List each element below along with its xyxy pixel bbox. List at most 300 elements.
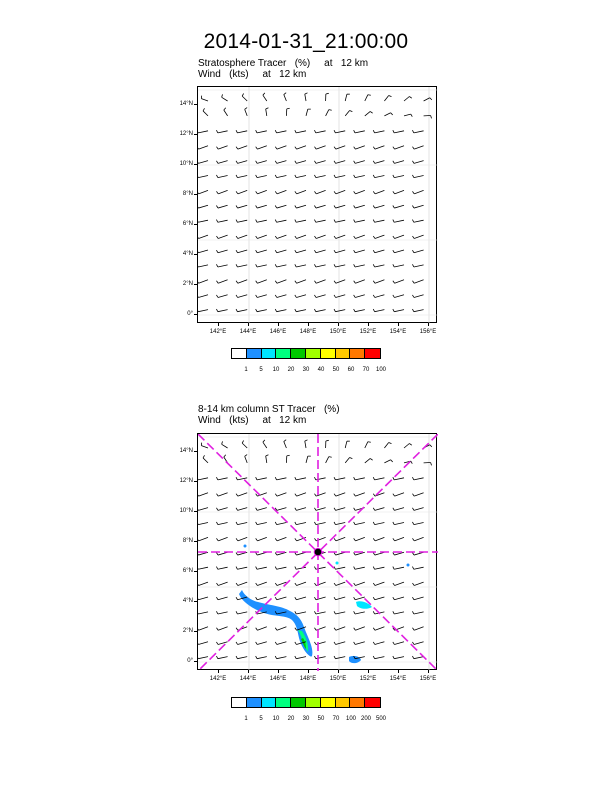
wind-barb [375,220,385,222]
wind-barb [336,537,345,540]
wind-barb-flag [256,236,258,238]
colorbar-label: 10 [272,367,280,373]
wind-barb-flag [412,494,414,496]
wind-barb-flag [393,236,395,238]
lat-tick [194,164,197,165]
wind-barb [414,280,423,283]
wind-barb-flag [256,642,258,645]
colorbar-swatch [232,349,247,358]
lat-tick [194,511,197,512]
wind-barb [296,265,306,267]
wind-barb [296,161,306,164]
wind-barb [237,131,247,133]
colorbar-label: 1 [244,716,248,722]
wind-barb-flag [412,191,414,193]
wind-barb [394,265,404,267]
wind-barb-flag [216,175,217,178]
wind-barb [297,280,306,283]
lon-tick [278,670,279,673]
wind-barb [326,457,329,463]
wind-barb [414,478,424,480]
wind-barb-flag [314,264,315,267]
wind-barb-flag [295,508,297,511]
wind-barb-flag [354,522,355,525]
wind-barb [238,235,247,238]
lat-tick-label: 14°N [179,448,193,454]
wind-barb [336,582,345,585]
wind-barb [218,220,228,222]
wind-barb-flag [216,191,218,193]
wind-barb [245,109,248,116]
wind-barb-flag [216,611,217,614]
panel2-subtitle-tracer: 8-14 km column ST Tracer (%) [198,404,340,415]
wind-barb-flag [354,477,355,480]
lon-tick [308,670,309,673]
wind-barb [336,642,346,645]
wind-barb-flag [393,597,395,600]
wind-barb [316,176,326,178]
wind-barb [198,250,208,253]
wind-barb [198,265,208,267]
wind-barb-flag [256,281,258,283]
wind-barb-flag [275,656,276,659]
wind-barb [395,235,404,238]
wind-barb-flag [236,236,238,238]
wind-barb [218,642,228,645]
wind-barb [395,493,404,496]
wind-barb-flag [314,508,316,511]
wind-barb-flag [236,611,237,614]
wind-barb-flag [216,642,218,645]
wind-barb-flag [275,494,277,496]
wind-barb-flag [373,494,375,496]
wind-barb-flag [216,220,217,223]
wind-barb [365,442,368,448]
colorbar-swatch [365,349,380,358]
map-canvas [198,87,438,324]
wind-barb [198,478,208,480]
colorbar-label: 5 [259,367,263,373]
wind-barb-flag [354,130,355,133]
wind-barb-flag [334,494,336,496]
lat-tick [194,451,197,452]
wind-barb [198,205,208,208]
wind-barb-flag [393,250,395,253]
wind-barb-flag [373,583,375,585]
wind-barb-flag [314,567,315,570]
wind-barb [218,612,228,614]
wind-barb [355,567,365,569]
wind-barb [257,597,267,600]
wind-barb-flag [412,130,413,133]
wind-barb-flag [412,220,413,223]
wind-barb-flag [354,175,355,178]
wind-barb-flag [275,264,276,267]
colorbar-swatch [262,349,277,358]
wind-barb-flag [373,191,375,193]
wind-barb [218,493,227,496]
wind-barb-flag [373,628,375,630]
wind-barb [414,176,424,178]
wind-barb [296,220,306,222]
wind-barb-flag [393,147,395,149]
wind-barb [355,161,365,164]
wind-barb [238,642,248,645]
wind-barb-flag [411,461,413,464]
wind-barb-flag [314,236,316,238]
wind-barb-flag [368,95,371,96]
wind-barb-flag [354,236,356,238]
wind-barb-flag [314,175,315,178]
colorbar-label: 60 [347,367,355,373]
wind-barb-flag [412,642,414,645]
wind-barb [199,235,208,238]
wind-barb [277,265,287,267]
wind-barb [335,523,345,525]
wind-barb-flag [236,309,237,312]
wind-barb-flag [334,583,336,585]
wind-barb [277,295,287,298]
wind-barb [218,205,228,208]
wind-barb-flag [256,147,258,149]
wind-barb-flag [216,264,217,267]
wind-barb [237,176,247,178]
wind-barb-flag [393,309,394,312]
wind-barb [257,220,267,222]
wind-barb [277,131,287,133]
wind-barb-flag [198,281,199,283]
wind-barb-flag [256,597,258,600]
wind-barb [257,537,266,540]
wind-barb-flag [216,295,218,298]
wind-barb [277,567,287,569]
wind-barb [375,146,384,149]
wind-barb-flag [216,597,218,600]
wind-barb [414,657,424,659]
colorbar-swatch [232,698,247,707]
wind-barb-flag [266,108,269,109]
colorbar-label: 10 [272,716,280,722]
wind-barb [277,280,286,283]
wind-barb [266,456,267,463]
wind-barb [199,280,208,283]
wind-barb [257,131,267,133]
wind-barb [345,441,347,448]
wind-barb [375,310,385,312]
wind-barb-flag [334,236,336,238]
lon-tick-label: 154°E [389,676,407,682]
wind-barb-flag [354,264,355,267]
wind-barb-flag [373,508,375,511]
lat-tick [194,571,197,572]
wind-barb [198,567,208,569]
wind-barb-flag [216,161,218,164]
wind-barb-flag [354,552,356,555]
wind-barb-flag [334,205,336,208]
wind-barb-flag [236,597,238,600]
wind-barb-flag [216,628,218,630]
wind-barb [355,523,365,525]
wind-barb [394,567,404,569]
wind-barb-flag [295,191,297,193]
wind-barb-flag [409,97,411,99]
wind-barb [218,250,228,253]
wind-barb-flag [412,611,413,614]
wind-barb-flag [354,309,355,312]
wind-barb-flag [284,440,286,442]
wind-barb [257,235,266,238]
wind-barb-flag [275,191,277,193]
wind-barb-flag [373,611,374,614]
wind-barb-flag [216,477,217,480]
wind-barb-flag [334,191,336,193]
colorbar-swatch [247,698,262,707]
wind-barb-flag [373,295,375,298]
wind-barb-flag [334,508,336,511]
wind-barb-flag [295,309,296,312]
wind-barb-flag [275,236,277,238]
wind-barb [305,441,306,448]
wind-barb [199,146,208,149]
wind-barb [335,478,345,480]
wind-barb-flag [393,477,394,480]
wind-barb [297,235,306,238]
wind-barb [257,523,267,525]
wind-barb [355,642,365,645]
lat-tick [194,541,197,542]
wind-barb [355,265,365,267]
wind-barb-flag [314,295,316,298]
wind-barb [336,508,346,511]
wind-barb [375,523,385,525]
wind-barb-flag [334,175,335,178]
wind-barb [355,205,365,208]
wind-barb-flag [334,656,335,659]
wind-barb-flag [393,642,395,645]
wind-barb-flag [373,642,375,645]
wind-barb-flag [350,110,353,111]
wind-barb-flag [373,656,374,659]
wind-barb-flag [373,552,375,555]
wind-barb-flag [393,494,395,496]
wind-barb [263,442,267,448]
wind-barb [306,456,308,463]
colorbar-swatch [350,698,365,707]
wind-barb-flag [287,108,290,109]
wind-barb-flag [370,111,372,113]
wind-barb-flag [393,161,395,164]
wind-barb-flag [409,444,411,446]
wind-barb [218,295,228,298]
wind-barb [395,280,404,283]
lon-tick [308,323,309,326]
wind-barb-flag [329,457,332,458]
wind-barb [199,190,208,193]
wind-barb-flag [334,130,335,133]
wind-barb-flag [391,113,393,115]
lat-tick-label: 2°N [182,628,193,634]
wind-barb-flag [256,175,257,178]
wind-barb-flag [216,147,218,149]
wind-barb [375,131,385,133]
wind-barb-flag [393,264,394,267]
colorbar-swatch [336,698,351,707]
wind-barb-flag [373,130,374,133]
wind-barb [326,110,329,116]
colorbar-label: 20 [287,367,295,373]
wind-barb-flag [256,130,257,133]
wind-barb [375,508,385,511]
lat-tick-label: 6°N [182,568,193,574]
wind-barb-flag [216,281,218,283]
wind-barb-flag [224,108,226,110]
lon-tick-label: 150°E [329,676,347,682]
wind-barb-flag [314,281,316,283]
colorbar-label: 100 [345,716,356,722]
wind-barb [375,627,384,630]
wind-barb [203,111,208,116]
wind-barb [414,235,423,238]
wind-barb [316,220,326,222]
colorbar-swatch [336,349,351,358]
wind-barb-flag [256,161,258,164]
wind-barb-flag [314,628,316,630]
wind-barb [335,310,345,312]
wind-barb-flag [216,552,218,555]
wind-barb-flag [334,628,336,630]
lon-tick-label: 156°E [419,676,437,682]
wind-barb [277,176,287,178]
wind-barb-flag [412,264,413,267]
wind-barb [336,493,345,496]
wind-barb-flag [263,93,265,95]
colorbar-label: 50 [317,716,325,722]
wind-barb [237,567,247,569]
wind-barb [414,508,424,511]
wind-barb [404,114,411,116]
wind-barb [296,612,306,614]
wind-barb-flag [373,161,375,164]
wind-barb [414,642,424,645]
colorbar-label: 50 [332,367,340,373]
wind-barb [245,456,248,463]
wind-barb-flag [354,191,356,193]
wind-barb-flag [236,264,237,267]
wind-barb [384,442,388,448]
wind-barb-flag [236,175,237,178]
wind-barb [238,537,247,540]
wind-barb-flag [275,130,276,133]
wind-barb-flag [275,295,277,298]
wind-barb [218,657,228,659]
wind-barb-flag [373,281,375,283]
wind-barb-flag [295,220,296,223]
wind-barb-flag [275,583,277,585]
lat-tick [194,194,197,195]
wind-barb [198,131,208,133]
wind-barb [296,295,306,298]
wind-barb-flag [295,175,296,178]
wind-barb [198,597,208,600]
wind-barb-flag [275,147,277,149]
wind-barb-flag [314,191,316,193]
wind-barb-flag [334,522,335,525]
wind-barb-flag [295,494,297,496]
wind-barb [384,95,388,101]
wind-barb [375,176,385,178]
wind-barb-flag [295,161,297,164]
wind-barb [355,537,364,540]
wind-barb [198,657,208,659]
wind-barb-flag [412,597,414,600]
wind-barb-flag [350,457,353,458]
wind-barb-flag [275,281,277,283]
wind-barb-flag [275,161,277,164]
wind-barb [394,205,404,208]
wind-barb-flag [236,522,237,525]
wind-barb [394,161,404,164]
wind-barb-flag [245,455,247,457]
wind-barb-flag [373,250,375,253]
wind-barb [296,205,306,208]
wind-barb-flag [295,628,297,630]
wind-barb-flag [354,250,356,253]
wind-barb [414,612,424,614]
wind-barb-flag [393,130,394,133]
lon-tick [368,323,369,326]
wind-barb-flag [295,611,296,614]
wind-barb-flag [216,583,218,585]
wind-barb-flag [216,522,217,525]
wind-barb [218,146,227,149]
wind-barb [201,99,208,101]
wind-barb [277,523,287,525]
wind-barb [277,205,287,208]
wind-barb-flag [373,220,374,223]
wind-barb-flag [430,98,432,100]
wind-barb-flag [275,567,276,570]
wind-barb [414,205,424,208]
wind-barb [394,612,404,614]
wind-barb [238,493,247,496]
wind-barb [284,95,287,101]
colorbar-swatch [365,698,380,707]
wind-barb [218,235,227,238]
wind-barb [355,280,364,283]
wind-barb [277,190,286,193]
wind-barb-flag [256,220,257,223]
wind-barb-flag [354,628,356,630]
wind-barb-flag [275,309,276,312]
wind-barb-flag [314,583,316,585]
wind-barb [224,110,228,116]
wind-barb [355,310,365,312]
wind-barb-flag [256,508,258,511]
wind-barb [257,161,267,164]
wind-barb [257,265,267,267]
wind-barb [296,176,306,178]
wind-barb [277,508,287,511]
colorbar-label: 500 [375,716,386,722]
wind-barb-flag [275,597,277,600]
lat-tick [194,284,197,285]
wind-barb [257,582,266,585]
lat-tick-label: 14°N [179,101,193,107]
wind-barb-flag [393,522,394,525]
wind-barb [316,612,326,614]
wind-barb [238,250,248,253]
wind-barb-flag [295,597,297,600]
